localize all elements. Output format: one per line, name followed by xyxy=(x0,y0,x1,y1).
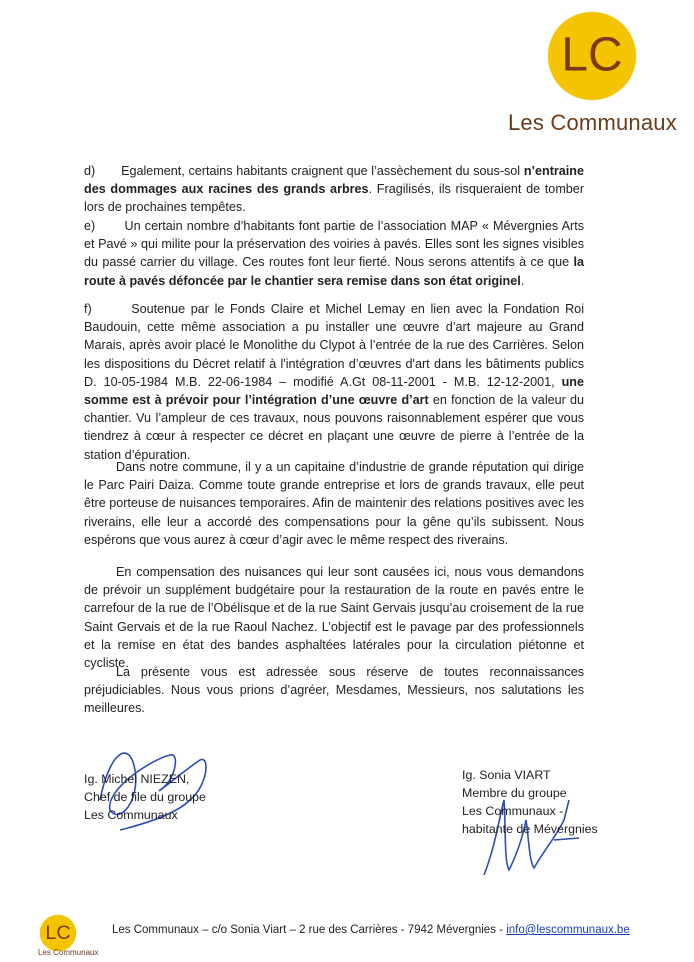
svg-text:LC: LC xyxy=(561,28,623,82)
email-link[interactable]: info@lescommunaux.be xyxy=(506,924,630,936)
les-communaux-logo xyxy=(546,10,638,102)
brand-name: Les Communaux xyxy=(508,110,677,135)
signer-name: Ig. Sonia VIART xyxy=(462,768,551,782)
signer-role: Membre du groupe xyxy=(462,786,567,800)
paragraph-closing: La présente vous est adressée sous réserve de toutes reconnaissances préjudiciables. Nous vous prions d’agréer, Mesdames, Messieurs, nos salutations les meilleures. xyxy=(84,665,584,716)
signer-role: Chef de file du groupe xyxy=(84,790,206,804)
signature-block-left xyxy=(84,770,206,824)
svg-text:LC: LC xyxy=(45,922,71,945)
footer-address: Les Communaux – c/o Sonia Viart – 2 rue des Carrières - 7942 Mévergnies - info@lescommunaux.be xyxy=(112,924,630,936)
footer-brand: Les Communaux xyxy=(38,948,99,957)
signer-group: Les Communaux xyxy=(84,808,178,822)
paragraph-parc-pairi-daiza: Dans notre commune, il y a un capitaine d’industrie de grande réputation qui dirige le Parc Pairi Daiza. Comme toute grande entreprise et lors de grands travaux, elle peut être porteuse de nuisances temporaires. Afin de maintenir des relations positives avec les riverains, elle leur a accordé des compensations pour la gêne qu’ils subissent. Nous espérons que vous aurez à cœur d’agir avec le même respect des riverains. xyxy=(84,460,584,547)
footer-logo xyxy=(38,914,78,952)
paragraph-compensation: En compensation des nuisances qui leur sont causées ici, nous vous demandons de prévoir un supplément budgétaire pour la restauration de la route en pavés entre le carrefour de la rue de l’Obélisque et de la rue Saint Gervais jusqu’au croisement de la rue Saint Gervais et de la rue Raoul Nachez. L’objectif est le pavage par des professionnels et la remise en état des bandes asphaltées latérales pour la circulation piétonne et cycliste. xyxy=(84,565,584,671)
signature-block-right xyxy=(462,766,598,838)
signer-group: Les Communaux - xyxy=(462,804,564,818)
paragraph-e: e) Un certain nombre d’habitants font partie de l’association MAP « Mévergnies Arts et Pavé » qui milite pour la préservation des voiries à pavés. Elles sont les signes visibles du passé carrier du village. Ces routes font leur fierté. Nous serons attentifs à ce que la route à pavés défoncée par le chantier sera remise dans son état originel. xyxy=(84,219,584,288)
signer-name: Ig. Michel NIEZEN, xyxy=(84,772,190,786)
signer-residence: habitante de Mévergnies xyxy=(462,822,598,836)
paragraph-d: d) Egalement, certains habitants craignent que l’assèchement du sous-sol n’entraine des dommages aux racines des grands arbres. Fragilisés, ils risqueraient de tomber lors de prochaines tempêtes. xyxy=(84,164,585,215)
paragraph-f: f) Soutenue par le Fonds Claire et Michel Lemay en lien avec la Fondation Roi Baudouin, cette même association a pu installer une œuvre d’art majeure au Grand Marais, après avoir placé le Monolithe du Clypot à l’entrée de la rue des Carrières. Selon les dispositions du Décret relatif à l'intégration d’œuvres d'art dans les bâtiments publics D. 10-05-1984 M.B. 22-06-1984 – modifié A.Gt 08-11-2001 - M.B. 12-12-2001, une somme est à prévoir pour l’intégration d’une œuvre d’art en fonction de la valeur du chantier. Vu l’ampleur de ces travaux, nous pouvons raisonnablement espérer que vous tiendrez à cœur à respecter ce décret en plaçant une œuvre de pierre à l’entrée de la station d’épuration. xyxy=(84,302,584,462)
